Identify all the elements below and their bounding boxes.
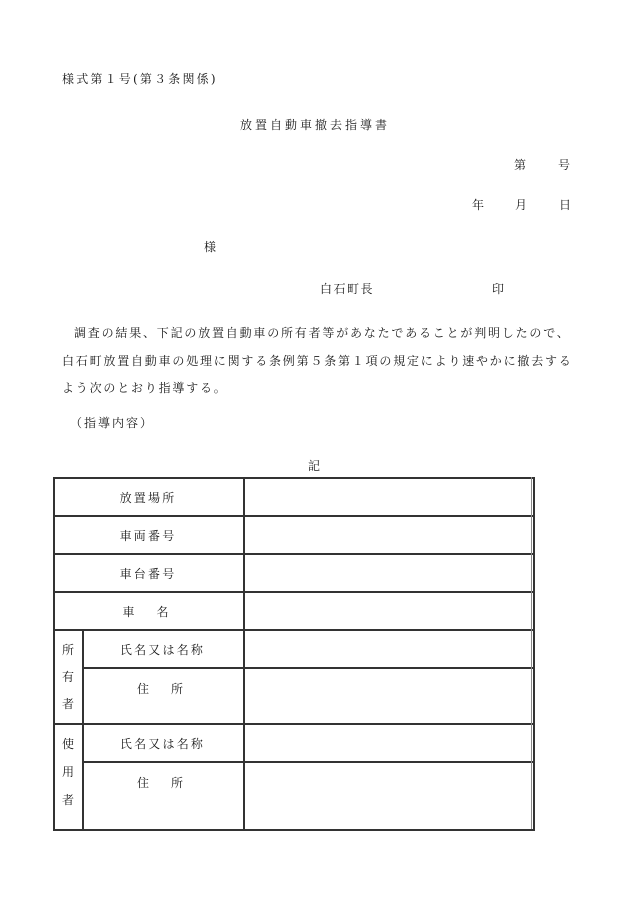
date-year-label: 年 xyxy=(472,198,485,212)
owner-group-char: 所 xyxy=(61,643,74,657)
owner-name-label: 氏名又は名称 xyxy=(119,643,206,657)
user-group-char: 使 xyxy=(61,737,74,751)
owner-group-char: 有 xyxy=(61,670,74,684)
body-paragraph: 調査の結果、下記の放置自動車の所有者等があなたであることが判明したので、白石町放置自動車の処理に関する条例第５条第１項の規定により速やかに撤去するよう次のとおり指導する。 xyxy=(62,326,573,395)
vehicle-name-label: 車 名 xyxy=(122,605,174,619)
record-table xyxy=(53,477,535,831)
user-name-label: 氏名又は名称 xyxy=(119,737,206,751)
owner-group-char: 者 xyxy=(61,697,74,711)
location-label: 放置場所 xyxy=(119,491,177,505)
document-title: 放置自動車撤去指導書 xyxy=(239,118,390,132)
user-group-char: 者 xyxy=(61,793,74,807)
form-number: 様式第１号(第３条関係) xyxy=(62,72,218,86)
user-group-char: 用 xyxy=(61,765,74,779)
user-address-label: 住 所 xyxy=(136,776,188,790)
ki-mark: 記 xyxy=(308,459,321,473)
date-day-label: 日 xyxy=(559,198,572,212)
document-number-suffix: 号 xyxy=(558,158,571,172)
issuer-name: 白石町長 xyxy=(320,282,375,296)
addressee-suffix: 様 xyxy=(204,240,217,254)
user-group-label xyxy=(54,735,82,819)
seal-mark: 印 xyxy=(492,282,505,296)
date-month-label: 月 xyxy=(515,198,528,212)
owner-address-label: 住 所 xyxy=(136,682,188,696)
chassis-number-label: 車台番号 xyxy=(119,567,177,581)
vehicle-number-label: 車両番号 xyxy=(119,529,177,543)
document-number-prefix: 第 xyxy=(514,158,527,172)
instruction-label: （指導内容） xyxy=(70,416,155,430)
owner-group-label xyxy=(54,641,82,722)
